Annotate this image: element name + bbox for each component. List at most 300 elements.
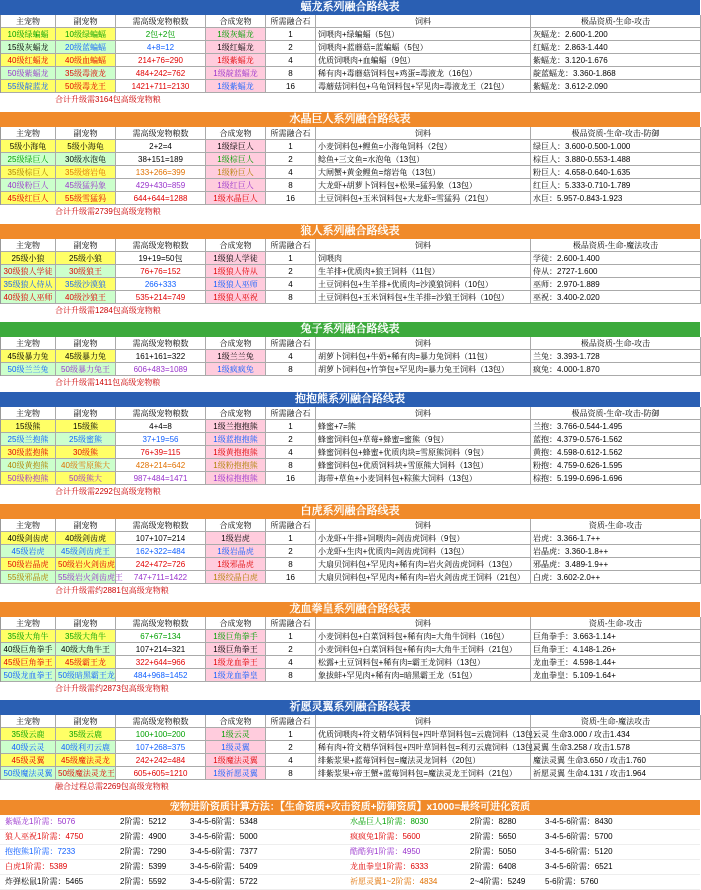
section-title: 白虎系列融合路线表 — [0, 504, 700, 519]
table-cell: 岩晶虎：3.360-1.8++ — [531, 545, 701, 558]
section-summary: 合计升级需约2873包高级宠物粮 — [55, 684, 169, 693]
table-cell: 45级猛犸象 — [56, 179, 116, 192]
table-header-row — [1, 519, 700, 532]
table-cell: 小龙虾+生肉+优质肉=剑齿虎饲料（13包） — [316, 545, 531, 558]
table-cell: 50级暴力兔王 — [56, 363, 116, 376]
column-header: 饲料 — [316, 337, 531, 350]
table-cell: 35级毒液龙 — [56, 67, 116, 80]
table-row — [1, 420, 700, 433]
table-cell: 15级熊 — [56, 420, 116, 433]
table-cell: 428+214=642 — [116, 459, 206, 472]
table-cell: 1级紫蝠龙 — [206, 54, 266, 67]
column-header: 主宠物 — [1, 127, 56, 140]
column-header: 主宠物 — [1, 715, 56, 728]
table-row — [1, 265, 700, 278]
table-cell: 1级红蝠龙 — [206, 41, 266, 54]
table-cell: 蜂蜜饲料包+优质饲料块+雪原熊大饲料（13包） — [316, 459, 531, 472]
table-cell: 小龙虾+牛排+饲喂肉=剑齿虎饲料（9包） — [316, 532, 531, 545]
table-cell: 644+644=1288 — [116, 192, 206, 205]
section-summary: 合计升级需1284包高级宠物粮 — [55, 306, 161, 315]
table-cell: 40级巨角拳手 — [1, 643, 56, 656]
table-cell: 小麦饲料包+鲤鱼=小海龟饲料（2包） — [316, 140, 531, 153]
section-title: 抱抱熊系列融合路线表 — [0, 392, 700, 407]
route-table — [0, 239, 700, 304]
column-header: 需高级宠物粮数 — [116, 15, 206, 28]
column-header: 所需融合石 — [266, 519, 316, 532]
table-cell: 粉巨人：4.658-0.640-1.635 — [531, 166, 701, 179]
table-cell: 40级大角牛王 — [56, 643, 116, 656]
formula-value: 2阶需：5592 — [120, 877, 167, 886]
table-cell: 16 — [266, 192, 316, 205]
table-cell: 1 — [266, 140, 316, 153]
table-cell: 云灵 生命3.000 / 攻击1.434 — [531, 728, 701, 741]
table-cell: 214+76=290 — [116, 54, 206, 67]
table-cell: 1 — [266, 420, 316, 433]
table-cell: 76+76=152 — [116, 265, 206, 278]
table-row — [1, 459, 700, 472]
column-header: 所需融合石 — [266, 337, 316, 350]
column-header: 副宠物 — [56, 239, 116, 252]
route-table — [0, 15, 700, 93]
table-row — [1, 67, 700, 80]
table-cell: 1 — [266, 252, 316, 265]
table-row — [1, 179, 700, 192]
route-table — [0, 715, 700, 780]
table-cell: 1级狼人学徒 — [206, 252, 266, 265]
table-cell: 1级紫蝠龙 — [206, 80, 266, 93]
table-cell: 大龙虾+胡萝卜饲料包+松果=猛犸象（13包） — [316, 179, 531, 192]
table-cell: 35级云鹿 — [56, 728, 116, 741]
column-header: 需高级宠物粮数 — [116, 617, 206, 630]
column-header: 所需融合石 — [266, 617, 316, 630]
table-cell: 大扇贝饲料包+罕见肉+稀有肉=岩火剑齿虎王饲料（21包） — [316, 571, 531, 584]
column-header: 需高级宠物粮数 — [116, 239, 206, 252]
formula-value: 疯疯兔1阶需：5600 — [350, 832, 421, 841]
route-table — [0, 519, 700, 584]
table-cell: 1级兰兰兔 — [206, 350, 266, 363]
table-cell: 1级绿巨人 — [206, 140, 266, 153]
table-cell: 40级利刃云鹿 — [56, 741, 116, 754]
table-cell: 35级棕巨人 — [1, 166, 56, 179]
section-title: 蝠龙系列融合路线表 — [0, 0, 700, 15]
route-table-section — [0, 112, 700, 218]
table-cell: 107+268=375 — [116, 741, 206, 754]
table-cell: 8 — [266, 179, 316, 192]
column-header: 合成宠物 — [206, 239, 266, 252]
table-row — [1, 54, 700, 67]
table-row — [1, 291, 700, 304]
column-header: 饲料 — [316, 15, 531, 28]
column-header: 主宠物 — [1, 617, 56, 630]
table-header-row — [1, 407, 700, 420]
column-header: 合成宠物 — [206, 617, 266, 630]
table-cell: 稀有肉+毒蘑菇饲料包+鸡蛋=毒液龙（16包） — [316, 67, 531, 80]
table-cell: 38+151=189 — [116, 153, 206, 166]
table-cell: 小麦饲料包+白菜饲料包+稀有肉=大角牛饲料（16包） — [316, 630, 531, 643]
table-cell: 242+472=726 — [116, 558, 206, 571]
table-cell: 50级岩火剑齿虎 — [58, 560, 115, 569]
formula-value: 2阶需：7290 — [120, 847, 167, 856]
table-cell: 1级岩晶虎 — [206, 545, 266, 558]
table-cell: 饲喂肉+蓝蘑菇=蓝蝙蝠（5包） — [316, 41, 531, 54]
table-cell: 55级岩火剑齿虎王 — [58, 573, 123, 582]
table-cell: 疯兔：4.000-1.870 — [531, 363, 701, 376]
formula-value: 水晶巨人1阶需：8030 — [350, 817, 429, 826]
column-header: 饲料 — [316, 519, 531, 532]
table-cell: 484+242=762 — [116, 67, 206, 80]
table-cell: 红蝠龙：2.863-1.440 — [531, 41, 701, 54]
table-cell: 2 — [266, 643, 316, 656]
table-cell: 25级绿巨人 — [1, 153, 56, 166]
table-cell: 45级暴力兔 — [56, 350, 116, 363]
column-header: 极品资质-生命-魔法攻击 — [531, 239, 701, 252]
table-cell: 生羊排+优质肉+狼王饲料（11包） — [316, 265, 531, 278]
column-header: 副宠物 — [56, 617, 116, 630]
table-cell: 1 — [266, 532, 316, 545]
table-cell: 1级狼人巫师 — [206, 278, 266, 291]
table-cell: 55级雪猛犸 — [56, 192, 116, 205]
column-header: 副宠物 — [56, 519, 116, 532]
route-table-section — [0, 224, 700, 317]
table-row — [1, 80, 700, 93]
table-cell: 161+161=322 — [116, 350, 206, 363]
section-summary: 合计升级需2292包高级宠物粮 — [55, 487, 161, 496]
table-row — [1, 728, 700, 741]
table-cell: 蜂蜜+7=熊 — [316, 420, 531, 433]
table-cell: 606+483=1089 — [116, 363, 206, 376]
table-row — [1, 41, 700, 54]
table-header-row — [1, 239, 700, 252]
table-row — [1, 166, 700, 179]
column-header: 主宠物 — [1, 239, 56, 252]
table-cell: 蜂蜜饲料包+蜂蜜+优质肉块=雪原熊饲料（9包） — [316, 446, 531, 459]
formula-title: 宠物进阶资质计算方法：【生命资质+攻击资质+防御资质】x1000=最终可进化资质 — [0, 800, 700, 815]
table-cell: 76+39=115 — [116, 446, 206, 459]
table-cell: 绯紫浆果+蓝莓饲料包=魔法灵龙饲料（20包） — [316, 754, 531, 767]
section-summary: 合计升级需2739包高级宠物粮 — [55, 207, 161, 216]
table-cell: 土豆饲料包+玉米饲料包+生羊排=沙狼王饲料（10包） — [316, 291, 531, 304]
table-cell: 67+67=134 — [116, 630, 206, 643]
column-header: 主宠物 — [1, 407, 56, 420]
table-cell: 322+644=966 — [116, 656, 206, 669]
table-cell: 1级粉巨人 — [206, 166, 266, 179]
table-cell: 学徒：2.600-1.400 — [531, 252, 701, 265]
table-row — [1, 28, 700, 41]
table-row — [1, 767, 700, 780]
table-cell: 1级狼人侍从 — [206, 265, 266, 278]
table-cell: 1级灵翼 — [206, 741, 266, 754]
table-cell: 巫祝：3.400-2.020 — [531, 291, 701, 304]
route-table-section — [0, 504, 700, 597]
table-cell: 242+242=484 — [116, 754, 206, 767]
table-cell: 162+322=484 — [116, 545, 206, 558]
table-cell: 50级紫蝠龙 — [1, 67, 56, 80]
table-cell: 25级小狼 — [1, 252, 56, 265]
table-cell: 605+605=1210 — [116, 767, 206, 780]
table-cell: 40级雪原熊大 — [56, 459, 116, 472]
table-cell: 50级岩晶虎 — [1, 558, 56, 571]
table-cell: 1级黄抱抱熊 — [206, 446, 266, 459]
table-cell: 45级剑齿虎王 — [56, 545, 116, 558]
table-cell: 稀有肉+符文精华饲料包+四叶草饲料包=利刃云鹿饲料（13包） — [318, 743, 541, 752]
table-cell: 兰抱：3.766-0.544-1.495 — [531, 420, 701, 433]
table-cell: 1级龙血拳王 — [206, 656, 266, 669]
column-header: 需高级宠物粮数 — [116, 407, 206, 420]
table-cell: 15级灰蝠龙 — [1, 41, 56, 54]
table-header-row — [1, 715, 700, 728]
table-cell: 绯紫浆果+帝王蟹+蓝莓饲料包=魔法灵龙王饲料（21包） — [316, 767, 531, 780]
formula-row — [0, 830, 700, 845]
column-header: 主宠物 — [1, 337, 56, 350]
table-cell: 1 — [266, 630, 316, 643]
column-header: 所需融合石 — [266, 239, 316, 252]
formula-value: 3-4-5-6阶需：7377 — [190, 847, 258, 856]
table-cell: 白虎：3.602-2.0++ — [531, 571, 701, 584]
table-cell: 45级霸王龙 — [56, 656, 116, 669]
column-header: 饲料 — [316, 239, 531, 252]
formula-value: 狼人巫祝1阶需：4750 — [5, 832, 84, 841]
table-cell: 8 — [266, 558, 316, 571]
column-header: 需高级宠物粮数 — [116, 127, 206, 140]
table-cell: 优质饲喂肉+符文精华饲料包+四叶草饲料包=云鹿饲料（13包） — [318, 730, 541, 739]
table-cell: 1级疯疯兔 — [206, 363, 266, 376]
table-cell: 19+19=50包 — [116, 252, 206, 265]
table-row — [1, 350, 700, 363]
table-cell: 2 — [266, 433, 316, 446]
table-cell: 535+214=749 — [116, 291, 206, 304]
formula-row — [0, 875, 700, 890]
table-cell: 50级暗黑霸王龙 — [58, 671, 115, 680]
route-table-section — [0, 322, 700, 389]
table-cell: 35级熔岩龟 — [56, 166, 116, 179]
formula-value: 祈愿灵翼1~2阶需：4834 — [350, 877, 438, 886]
table-cell: 4 — [266, 350, 316, 363]
table-cell: 30级蓝抱熊 — [1, 446, 56, 459]
table-cell: 2 — [266, 153, 316, 166]
column-header: 饲料 — [316, 407, 531, 420]
table-cell: 2 — [266, 265, 316, 278]
column-header: 饲料 — [316, 127, 531, 140]
table-row — [1, 446, 700, 459]
table-cell: 266+333 — [116, 278, 206, 291]
formula-value: 2~4阶需：5249 — [470, 877, 526, 886]
column-header: 需高级宠物粮数 — [116, 519, 206, 532]
table-cell: 50级龙血拳王 — [1, 669, 56, 682]
section-title: 龙血拳皇系列融合路线表 — [0, 602, 700, 617]
formula-value: 抱抱熊1阶需：7233 — [5, 847, 76, 856]
table-cell: 40级剑齿虎 — [1, 532, 56, 545]
table-cell: 松露+土豆饲料包+稀有肉=霸王龙饲料（13包） — [316, 656, 531, 669]
table-cell: 8 — [266, 291, 316, 304]
table-row — [1, 363, 700, 376]
table-cell: 40级黄抱熊 — [1, 459, 56, 472]
column-header: 合成宠物 — [206, 519, 266, 532]
column-header: 所需融合石 — [266, 407, 316, 420]
table-row — [1, 278, 700, 291]
column-header: 合成宠物 — [206, 337, 266, 350]
table-row — [1, 433, 700, 446]
column-header: 极品资质-生命-攻击 — [531, 337, 701, 350]
section-summary: 合计升级需约2881包高级宠物粮 — [55, 586, 169, 595]
table-cell: 1级棕抱抱熊 — [206, 472, 266, 485]
table-cell: 45级岩虎 — [1, 545, 56, 558]
formula-value: 3-4-5-6阶需：5409 — [190, 862, 258, 871]
table-cell: 红巨人：5.333-0.710-1.789 — [531, 179, 701, 192]
table-cell: 40级沙狼王 — [56, 291, 116, 304]
table-row — [1, 140, 700, 153]
route-table — [0, 127, 700, 205]
column-header: 需高级宠物粮数 — [116, 715, 206, 728]
table-row — [1, 545, 700, 558]
table-cell: 40级剑齿虎 — [56, 532, 116, 545]
column-header: 合成宠物 — [206, 15, 266, 28]
route-table-section — [0, 602, 700, 695]
table-cell: 133+266=399 — [116, 166, 206, 179]
table-cell: 10级绿蝙蝠 — [56, 28, 116, 41]
table-header-row — [1, 337, 700, 350]
table-cell: 16 — [266, 571, 316, 584]
table-header-row — [1, 15, 700, 28]
section-summary: 合计升级需1411包高级宠物粮 — [55, 378, 161, 387]
table-cell: 1级兰抱抱熊 — [206, 420, 266, 433]
table-cell: 50级毒龙王 — [56, 80, 116, 93]
table-cell: 30级熊 — [56, 446, 116, 459]
route-table-section — [0, 392, 700, 498]
table-cell: 2 — [266, 41, 316, 54]
table-header-row — [1, 617, 700, 630]
table-cell: 25级小狼 — [56, 252, 116, 265]
column-header: 合成宠物 — [206, 127, 266, 140]
table-row — [1, 669, 700, 682]
formula-value: 2阶需：4900 — [120, 832, 167, 841]
table-cell: 4 — [266, 278, 316, 291]
table-cell: 40级云灵 — [1, 741, 56, 754]
table-cell: 10级绿蝙蝠 — [1, 28, 56, 41]
column-header: 所需融合石 — [266, 715, 316, 728]
table-cell: 棕抱：5.199-0.696-1.696 — [531, 472, 701, 485]
column-header: 副宠物 — [56, 337, 116, 350]
table-cell: 429+430=859 — [116, 179, 206, 192]
column-header: 极品资质-生命-攻击-防御 — [531, 127, 701, 140]
section-summary: 合计升级需3164包高级宠物粮 — [55, 95, 161, 104]
section-summary: 融合过程总需2269包高级宠物粮 — [55, 782, 169, 791]
table-cell: 绿巨人：3.600-0.500-1.000 — [531, 140, 701, 153]
table-cell: 象拔蚌+罕见肉+稀有肉=暗黑霸王龙（51包） — [316, 669, 531, 682]
table-cell: 4 — [266, 166, 316, 179]
table-cell: 2 — [266, 545, 316, 558]
formula-value: 酷酷狗1阶需：4950 — [350, 847, 421, 856]
table-cell: 2+2=4 — [116, 140, 206, 153]
table-cell: 1级水晶巨人 — [206, 192, 266, 205]
table-cell: 5级小海龟 — [1, 140, 56, 153]
table-cell: 4 — [266, 754, 316, 767]
table-cell: 1级邪晶虎 — [206, 558, 266, 571]
table-cell: 黄抱：4.598-0.612-1.562 — [531, 446, 701, 459]
table-cell: 107+107=214 — [116, 532, 206, 545]
table-cell: 1级魔法灵翼 — [206, 754, 266, 767]
table-cell: 25级蜜熊 — [56, 433, 116, 446]
table-cell: 8 — [266, 669, 316, 682]
table-cell: 15级熊 — [1, 420, 56, 433]
formula-value: 2阶需：5399 — [120, 862, 167, 871]
table-cell: 蜂蜜饲料包+草莓+蜂蜜=蜜熊（9包） — [316, 433, 531, 446]
section-title: 狼人系列融合路线表 — [0, 224, 700, 239]
table-cell: 50级兰兰兔 — [1, 363, 56, 376]
route-table — [0, 337, 700, 376]
table-cell: 土豆饲料包+生羊排+优质肉=沙漠狼饲料（10包） — [316, 278, 531, 291]
table-cell: 8 — [266, 363, 316, 376]
table-row — [1, 532, 700, 545]
column-header: 资质-生命-攻击 — [531, 617, 701, 630]
table-cell: 1级绞晶白虎 — [206, 571, 266, 584]
table-cell: 饲喂肉+绿蝙蝠（5包） — [316, 28, 531, 41]
table-header-row — [1, 127, 700, 140]
column-header: 副宠物 — [56, 15, 116, 28]
table-cell: 45级红巨人 — [1, 192, 56, 205]
formula-value: 龙血拳皇1阶需：6333 — [350, 862, 429, 871]
table-cell: 1 — [266, 28, 316, 41]
table-cell: 1级祈愿灵翼 — [206, 767, 266, 780]
table-cell: 1级粉抱抱熊 — [206, 459, 266, 472]
table-cell: 987+484=1471 — [116, 472, 206, 485]
formula-row — [0, 815, 700, 830]
table-cell: 40级粉巨人 — [1, 179, 56, 192]
table-cell: 35级云鹿 — [1, 728, 56, 741]
formula-value: 2阶需：6408 — [470, 862, 517, 871]
table-cell: 55级邪晶虎 — [1, 571, 56, 584]
table-row — [1, 192, 700, 205]
route-table-section — [0, 700, 700, 793]
table-row — [1, 571, 700, 584]
column-header: 饲料 — [316, 715, 531, 728]
table-cell: 30级狼人学徒 — [1, 265, 56, 278]
table-cell: 1421+711=2130 — [116, 80, 206, 93]
table-cell: 紫蝠龙：3.120-1.676 — [531, 54, 701, 67]
table-cell: 魔法灵翼 生命3.650 / 攻击1.760 — [531, 754, 701, 767]
formula-value: 白虎1阶需：5389 — [5, 862, 68, 871]
table-cell: 8 — [266, 67, 316, 80]
table-cell: 45级魔法灵龙 — [56, 754, 116, 767]
column-header: 极品资质-生命-攻击 — [531, 15, 701, 28]
column-header: 极品资质-生命-攻击-防御 — [531, 407, 701, 420]
column-header: 资质-生命-攻击 — [531, 519, 701, 532]
table-row — [1, 656, 700, 669]
section-title: 兔子系列融合路线表 — [0, 322, 700, 337]
table-cell: 50级魔法灵翼 — [1, 767, 56, 780]
table-cell: 祈愿灵翼 生命4.131 / 攻击1.964 — [531, 767, 701, 780]
table-cell: 灵翼 生命3.258 / 攻击1.578 — [531, 741, 701, 754]
table-cell: 1级龙血拳皇 — [206, 669, 266, 682]
table-cell: 16 — [266, 472, 316, 485]
table-cell: 1级红巨人 — [206, 179, 266, 192]
table-cell: 35级大角牛 — [1, 630, 56, 643]
route-table — [0, 407, 700, 485]
table-cell: 20级蓝蝙蝠 — [56, 41, 116, 54]
table-cell: 海带+草鱼+小麦饲料包+粽熊大饲料（13包） — [316, 472, 531, 485]
table-cell: 30级狼王 — [56, 265, 116, 278]
table-cell: 40级红蝠龙 — [1, 54, 56, 67]
column-header: 主宠物 — [1, 519, 56, 532]
table-cell: 棕巨人：3.880-0.553-1.488 — [531, 153, 701, 166]
table-cell: 484+968=1452 — [116, 669, 206, 682]
formula-value: 5-6阶需：5760 — [545, 877, 599, 886]
table-cell: 1级灰蝠龙 — [206, 28, 266, 41]
table-cell: 4+8=12 — [116, 41, 206, 54]
table-cell: 紫蝠龙：3.612-2.090 — [531, 80, 701, 93]
table-row — [1, 252, 700, 265]
formula-section — [0, 800, 700, 890]
table-cell: 4 — [266, 446, 316, 459]
